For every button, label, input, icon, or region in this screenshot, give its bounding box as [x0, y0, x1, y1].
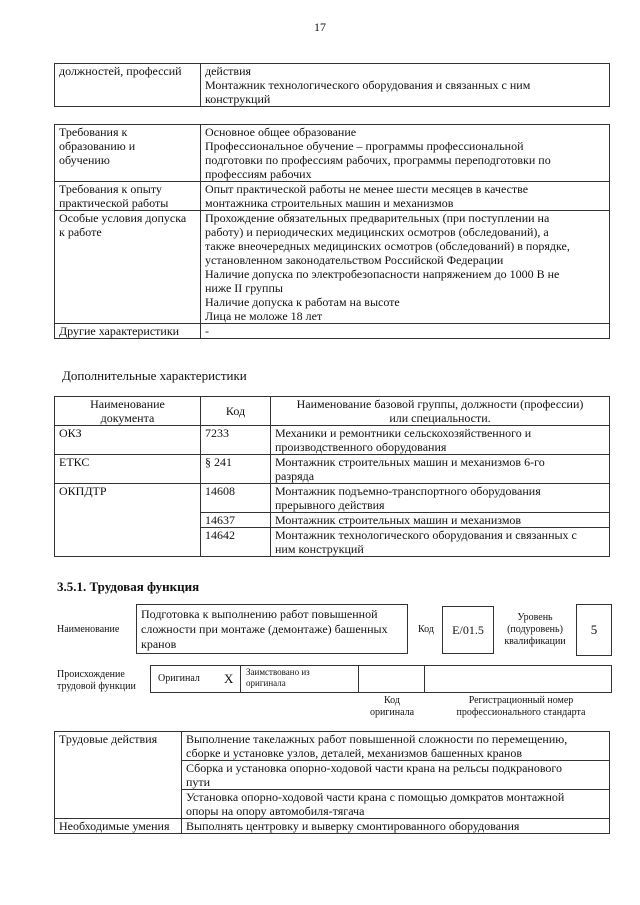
text-line: монтажника строительных машин и механизмов [205, 196, 454, 210]
text-line: Регистрационный номер [468, 695, 574, 706]
text-line: Выполнение такелажных работ повышенной сложности по перемещению, [186, 732, 568, 746]
text-line: Монтажник строительных машин и механизмов [275, 513, 522, 527]
text-line: Выполнять центровку и выверку смонтированного оборудования [186, 819, 520, 833]
text-line: Наименование [90, 397, 165, 411]
text-line: трудовой функции [57, 681, 136, 692]
text-line: Код [384, 695, 400, 706]
text-line: установленном законодательством Российской Федерации [205, 253, 504, 267]
cell-doc: ОКЗ [55, 426, 201, 455]
text-line: также внеочередных медицинских осмотров (обследований) в порядке, [205, 239, 570, 253]
classification-table [54, 396, 610, 557]
requirement-label [55, 211, 201, 324]
page-number: 17 [314, 20, 326, 34]
requirement-label [55, 125, 201, 182]
table-row [55, 455, 610, 484]
labor-item [182, 732, 610, 761]
cell-name [271, 455, 610, 484]
text-line: квалификации [504, 636, 566, 647]
text-line: конструкций [205, 92, 271, 106]
text-line: разряда [275, 469, 315, 483]
text-line: Заимствовано из [246, 667, 310, 677]
header-code: Код [201, 397, 271, 426]
text-line: (подуровень) [507, 624, 563, 635]
cell-code: 14642 [201, 528, 271, 557]
level-label [498, 612, 572, 648]
name-label: Наименование [57, 624, 120, 635]
cell-name [271, 484, 610, 513]
text-line: Лица не моложе 18 лет [205, 309, 323, 323]
cell-name [271, 528, 610, 557]
text-line: оригинала [369, 707, 415, 718]
text-line: действия [205, 64, 252, 78]
table-row [55, 426, 610, 455]
text-line: пути [186, 775, 211, 789]
text-line: Уровень [517, 612, 553, 623]
text-line: или специальности. [389, 411, 491, 425]
text-line: Опыт практической работы не менее шести месяцев в качестве [205, 182, 529, 196]
cell-code: 7233 [201, 426, 271, 455]
text-line: Требования к опыту [59, 182, 162, 196]
code-original-label [360, 695, 424, 719]
borrowed-label [246, 667, 310, 689]
header-doc [55, 397, 201, 426]
text-line: Монтажник подъемно-транспортного оборудования [275, 484, 541, 498]
text-line: Наименование базовой группы, должности (профессии) [296, 397, 584, 411]
code-value-box [442, 606, 494, 654]
labor-item [182, 819, 610, 834]
requirement-value [201, 211, 610, 324]
continuation-table [54, 63, 610, 107]
divider [240, 665, 241, 692]
cell-name [271, 513, 610, 528]
code-value: E/01.5 [452, 622, 484, 637]
text-line: работу) и периодических медицинских осмотров (обследований), а [205, 225, 549, 239]
table-row [55, 732, 610, 761]
text-line: Наличие допуска по электробезопасности напряжением до 1000 В не [205, 267, 560, 281]
text-line: Основное общее образование [205, 125, 357, 139]
labor-table [54, 731, 610, 834]
text-line: обучению [59, 153, 110, 167]
text-line: профессионального стандарта [456, 707, 586, 718]
cell-name [271, 426, 610, 455]
cell-code: 14608 [201, 484, 271, 513]
original-mark: X [224, 671, 234, 686]
cell-doc: ОКПДТР [55, 484, 201, 557]
cell-code: 14637 [201, 513, 271, 528]
text-line: - [205, 324, 209, 338]
text-line: Происхождение [57, 669, 125, 680]
requirement-value [201, 324, 610, 339]
text-line: ним конструкций [275, 542, 364, 556]
text-line: Профессиональное обучение – программы профессиональной [205, 139, 524, 153]
requirement-label [55, 182, 201, 211]
table-row [55, 484, 610, 513]
text-line: сборке и установке узлов, деталей, механизмов башенных кранов [186, 746, 522, 760]
table-row [55, 819, 610, 834]
text-line: Наличие допуска к работам на высоте [205, 295, 400, 309]
labor-label: Необходимые умения [55, 819, 182, 834]
text-line: Сборка и установка опорно-ходовой части крана на рельсы подкранового [186, 761, 563, 775]
text-line: Монтажник строительных машин и механизмов 6-го [275, 455, 545, 469]
text-line: производственного оборудования [275, 440, 447, 454]
origin-label [57, 669, 136, 693]
text-line: Требования к [59, 125, 128, 139]
labor-item [182, 790, 610, 819]
text-line: Монтажник технологического оборудования и связанных с ним [205, 78, 531, 92]
text-line: опоры на опору автомобиля-тягача [186, 804, 365, 818]
text-line: Подготовка к выполнению работ повышенной [141, 607, 378, 621]
divider [358, 665, 359, 692]
text-line: Прохождение обязательных предварительных (при поступлении на [205, 211, 550, 225]
table-header-row [55, 397, 610, 426]
text-line: профессиям рабочих [205, 167, 312, 181]
requirements-table [54, 124, 610, 339]
text-line: документа [100, 411, 155, 425]
additional-heading: Дополнительные характеристики [62, 368, 247, 383]
text-line: образованию и [59, 139, 136, 153]
text-line: Установка опорно-ходовой части крана с помощью домкратов монтажной [186, 790, 565, 804]
table-row [55, 324, 610, 339]
labor-label: Трудовые действия [55, 732, 182, 819]
table-row [55, 182, 610, 211]
text-line: Другие характеристики [59, 324, 180, 338]
requirement-value [201, 125, 610, 182]
text-line: оригинала [246, 678, 286, 688]
text-line: Монтажник технологического оборудования и связанных с [275, 528, 577, 542]
original-label: Оригинал [158, 673, 200, 684]
function-name-box [136, 604, 408, 654]
continuation-value [201, 64, 610, 107]
cell-code: § 241 [201, 455, 271, 484]
header-name [271, 397, 610, 426]
table-row [55, 125, 610, 182]
code-label: Код [418, 624, 434, 635]
table-row [55, 211, 610, 324]
continuation-label: должностей, профессий [55, 64, 201, 107]
labor-item [182, 761, 610, 790]
requirement-value [201, 182, 610, 211]
level-value-box [576, 604, 612, 656]
text-line: Механики и ремонтники сельскохозяйственного и [275, 426, 532, 440]
text-line: Особые условия допуска [59, 211, 187, 225]
text-line: сложности при монтаже (демонтаже) башенных [141, 622, 388, 636]
text-line: подготовки по профессиям рабочих, программы переподготовки по [205, 153, 551, 167]
text-line: к работе [59, 225, 102, 239]
reg-number-label [432, 695, 610, 719]
requirement-label [55, 324, 201, 339]
cell-doc: ЕТКС [55, 455, 201, 484]
text-line: практической работы [59, 196, 169, 210]
text-line: кранов [141, 637, 177, 651]
text-line: ниже II группы [205, 281, 283, 295]
level-value: 5 [590, 622, 598, 637]
text-line: прерывного действия [275, 498, 385, 512]
divider [424, 665, 425, 692]
section-title: 3.5.1. Трудовая функция [57, 579, 200, 594]
